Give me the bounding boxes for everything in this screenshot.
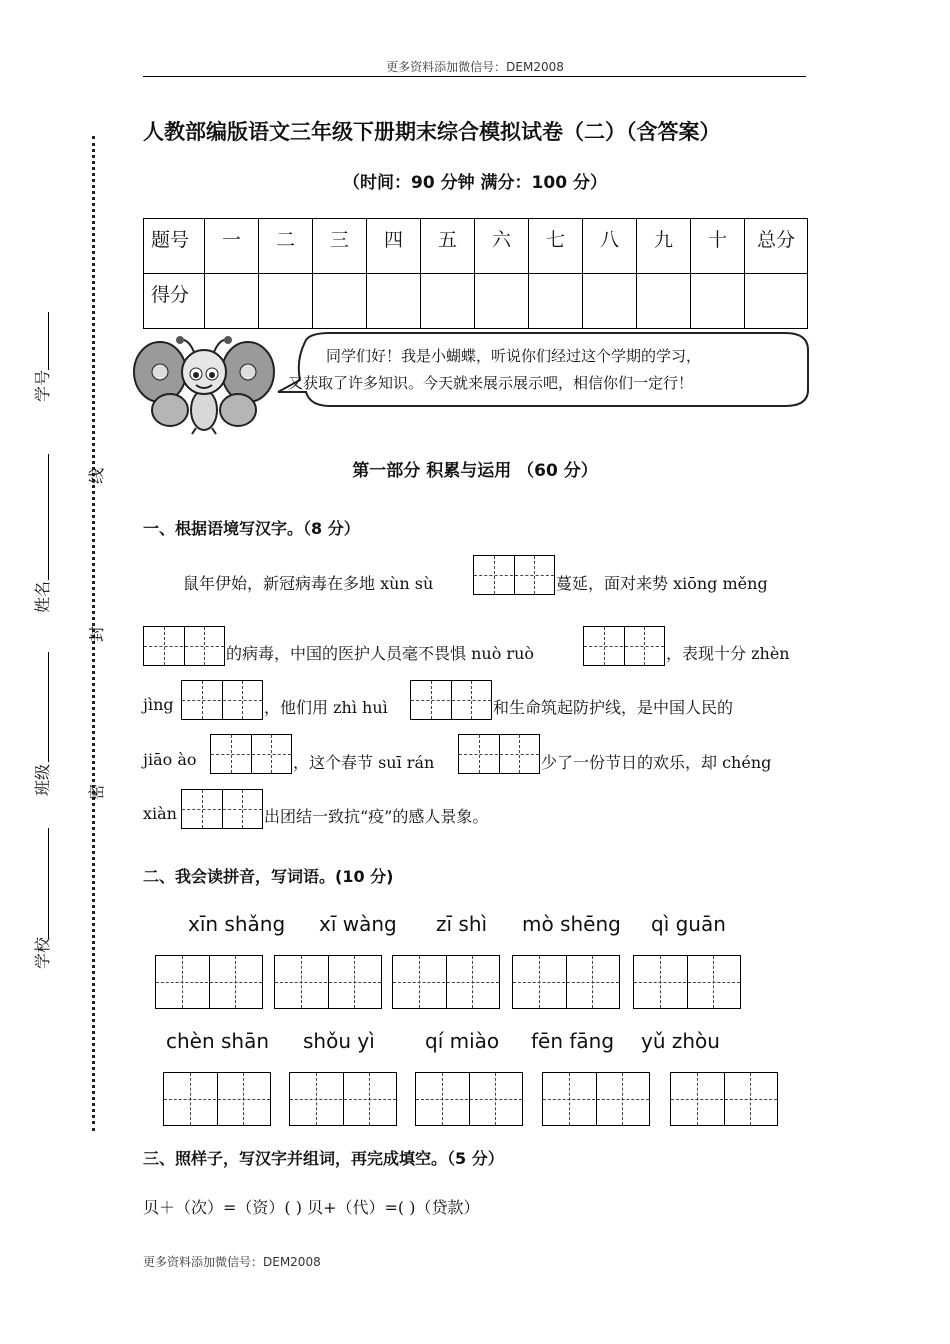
score-header-cell: 十 [691,219,745,274]
score-input-cell[interactable] [367,274,421,329]
q1-text: jiāo ào [143,750,197,769]
word-box[interactable] [415,1072,523,1126]
side-blank-banji [48,652,49,762]
q1-text: 少了一份节日的欢乐，却 chéng [541,753,772,772]
q1-text: 出团结一致抗“疫”的感人景象。 [264,807,489,826]
pinyin-label: chèn shān [166,1029,270,1053]
pinyin-label: qì guān [651,912,726,936]
q1-text: 鼠年伊始，新冠病毒在多地 xùn sù [183,574,434,593]
word-box[interactable] [392,955,500,1009]
score-input-cell[interactable] [637,274,691,329]
score-header-cell: 七 [529,219,583,274]
answer-box[interactable] [473,555,555,595]
part1-title: 第一部分 积累与运用 （60 分） [352,461,598,481]
mascot-speech [288,343,701,397]
score-table-header-row [144,219,808,274]
side-blank-xuexiao [48,828,49,938]
score-header-cell: 三 [313,219,367,274]
q1-text: xiàn [143,804,177,823]
side-seal-mi: 密 [87,783,106,800]
pinyin-label: zī shì [436,912,488,936]
pinyin-label: yǔ zhòu [641,1029,720,1053]
word-box[interactable] [274,955,382,1009]
word-box[interactable] [633,955,741,1009]
mascot-speech-line2: 又获取了许多知识。今天就来展示展示吧，相信你们一定行！ [288,374,694,392]
q2-title: 二、我会读拼音，写词语。(10 分) [143,867,394,886]
q1-text: 蔓延，面对来势 xiōng měng [556,574,768,593]
word-box[interactable] [512,955,620,1009]
side-blank-xuehao [48,312,49,370]
score-header-cell: 八 [583,219,637,274]
word-box[interactable] [289,1072,397,1126]
answer-box[interactable] [210,734,292,774]
score-header-cell: 六 [475,219,529,274]
q3-title: 三、照样子，写汉字并组词，再完成填空。（5 分） [143,1149,504,1168]
side-seal-xian: 线 [87,467,106,484]
mascot-speech-line1: 同学们好！我是小蝴蝶，听说你们经过这个学期的学习， [326,347,702,365]
pinyin-label: fēn fāng [531,1029,615,1053]
score-row-label: 得分 [144,274,205,329]
page-title: 人教部编版语文三年级下册期末综合模拟试卷（二）（含答案） [143,120,721,144]
answer-box[interactable] [410,680,492,720]
q1-text: 和生命筑起防护线，是中国人民的 [493,698,734,717]
score-table-score-row [144,274,808,329]
pinyin-label: xī wàng [319,912,397,936]
answer-box[interactable] [583,626,665,666]
side-label-banji: 班级 [33,763,52,796]
q1-text: ，他们用 zhì huì [264,698,388,717]
q1-text: ，表现十分 zhèn [666,644,790,663]
side-label-xuexiao: 学校 [33,936,52,969]
side-label-xuehao: 学号 [33,369,52,402]
word-box[interactable] [542,1072,650,1126]
header-rule [143,76,806,77]
score-input-cell[interactable] [313,274,367,329]
answer-box[interactable] [458,734,540,774]
q1-title: 一、根据语境写汉字。（8 分） [143,519,360,538]
score-input-cell[interactable] [205,274,259,329]
score-input-cell[interactable] [259,274,313,329]
side-seal-feng: 封 [87,625,106,642]
score-input-cell[interactable] [745,274,808,329]
score-header-cell: 总分 [745,219,808,274]
q3-example-line: 贝＋（次）=（资）( ) 贝+（代）=( )（贷款） [143,1198,480,1217]
score-header-cell: 九 [637,219,691,274]
pinyin-label: shǒu yì [303,1029,375,1053]
footer-note: 更多资料添加微信号：DEM2008 [143,1255,321,1269]
score-header-cell: 题号 [144,219,205,274]
score-input-cell[interactable] [691,274,745,329]
word-box[interactable] [163,1072,271,1126]
q1-text: ，这个春节 suī rán [293,753,435,772]
pinyin-label: xīn shǎng [188,912,286,936]
word-box[interactable] [155,955,263,1009]
score-input-cell[interactable] [421,274,475,329]
score-input-cell[interactable] [529,274,583,329]
score-header-cell: 一 [205,219,259,274]
score-input-cell[interactable] [475,274,529,329]
q1-text: 的病毒，中国的医护人员毫不畏惧 nuò ruò [226,644,535,663]
page-subtitle: （时间：90 分钟 满分：100 分） [343,173,607,193]
answer-box[interactable] [143,626,225,666]
score-header-cell: 四 [367,219,421,274]
side-label-xingming: 姓名 [33,580,52,613]
score-header-cell: 五 [421,219,475,274]
score-input-cell[interactable] [583,274,637,329]
score-table [143,218,808,329]
answer-box[interactable] [181,680,263,720]
pinyin-label: qí miào [425,1029,500,1053]
word-box[interactable] [670,1072,778,1126]
score-header-cell: 二 [259,219,313,274]
answer-box[interactable] [181,789,263,829]
butterfly-icon [134,336,274,434]
q1-text: jìng [143,695,174,714]
pinyin-label: mò shēng [522,912,621,936]
header-note: 更多资料添加微信号：DEM2008 [386,60,564,74]
